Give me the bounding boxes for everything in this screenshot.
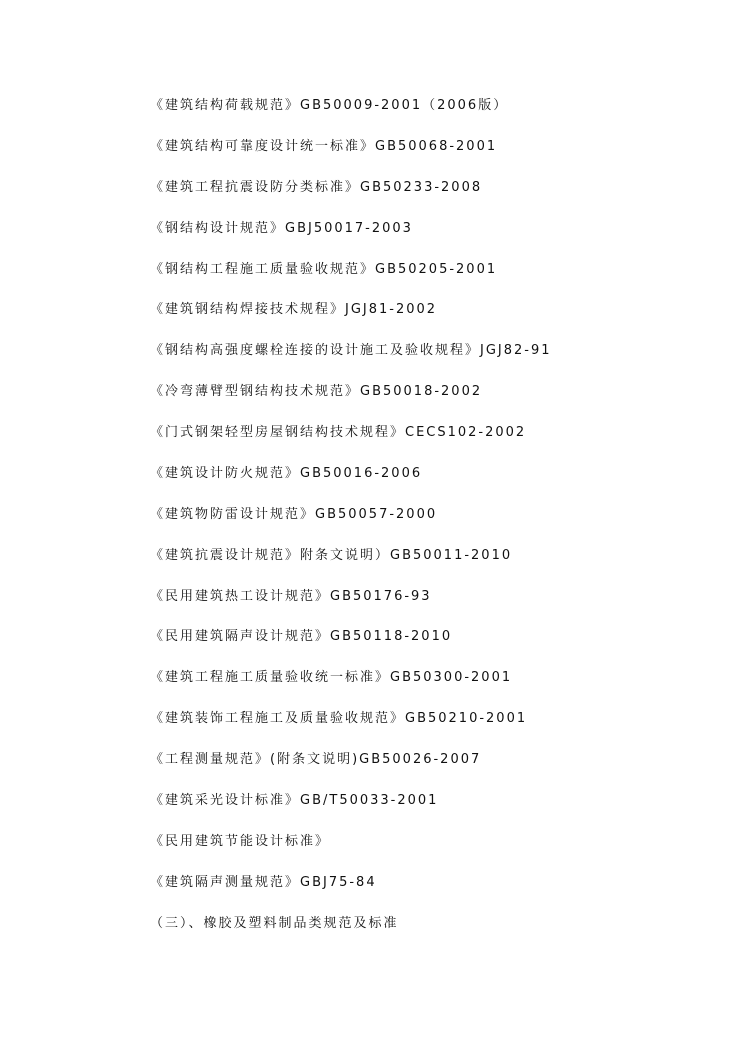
standard-line: 《建筑工程抗震设防分类标准》GB50233-2008 xyxy=(150,180,483,195)
standard-line: 《民用建筑隔声设计规范》GB50118-2010 xyxy=(150,629,453,644)
section-heading: （三）、橡胶及塑料制品类规范及标准 xyxy=(150,916,399,931)
standard-line: 《钢结构高强度螺栓连接的设计施工及验收规程》JGJ82-91 xyxy=(150,343,552,358)
standard-line: 《建筑抗震设计规范》附条文说明）GB50011-2010 xyxy=(150,548,513,563)
standard-line: 《钢结构设计规范》GBJ50017-2003 xyxy=(150,221,413,236)
standard-line: 《建筑装饰工程施工及质量验收规范》GB50210-2001 xyxy=(150,711,528,726)
standard-line: 《门式钢架轻型房屋钢结构技术规程》CECS102-2002 xyxy=(150,425,527,440)
standard-line: 《建筑隔声测量规范》GBJ75-84 xyxy=(150,875,377,890)
standard-line: 《工程测量规范》(附条文说明)GB50026-2007 xyxy=(150,752,482,767)
standard-line: 《民用建筑节能设计标准》 xyxy=(150,834,331,849)
standard-line: 《建筑结构可靠度设计统一标准》GB50068-2001 xyxy=(150,139,498,154)
standard-line: 《建筑采光设计标准》GB/T50033-2001 xyxy=(150,793,439,808)
standard-line: 《建筑结构荷载规范》GB50009-2001（2006版） xyxy=(150,98,509,113)
standard-line: 《民用建筑热工设计规范》GB50176-93 xyxy=(150,589,432,604)
standard-line: 《建筑物防雷设计规范》GB50057-2000 xyxy=(150,507,438,522)
standard-line: 《建筑设计防火规范》GB50016-2006 xyxy=(150,466,423,481)
standard-line: 《建筑工程施工质量验收统一标准》GB50300-2001 xyxy=(150,670,513,685)
standard-line: 《钢结构工程施工质量验收规范》GB50205-2001 xyxy=(150,262,498,277)
standard-line: 《冷弯薄臂型钢结构技术规范》GB50018-2002 xyxy=(150,384,483,399)
standard-line: 《建筑钢结构焊接技术规程》JGJ81-2002 xyxy=(150,302,438,317)
